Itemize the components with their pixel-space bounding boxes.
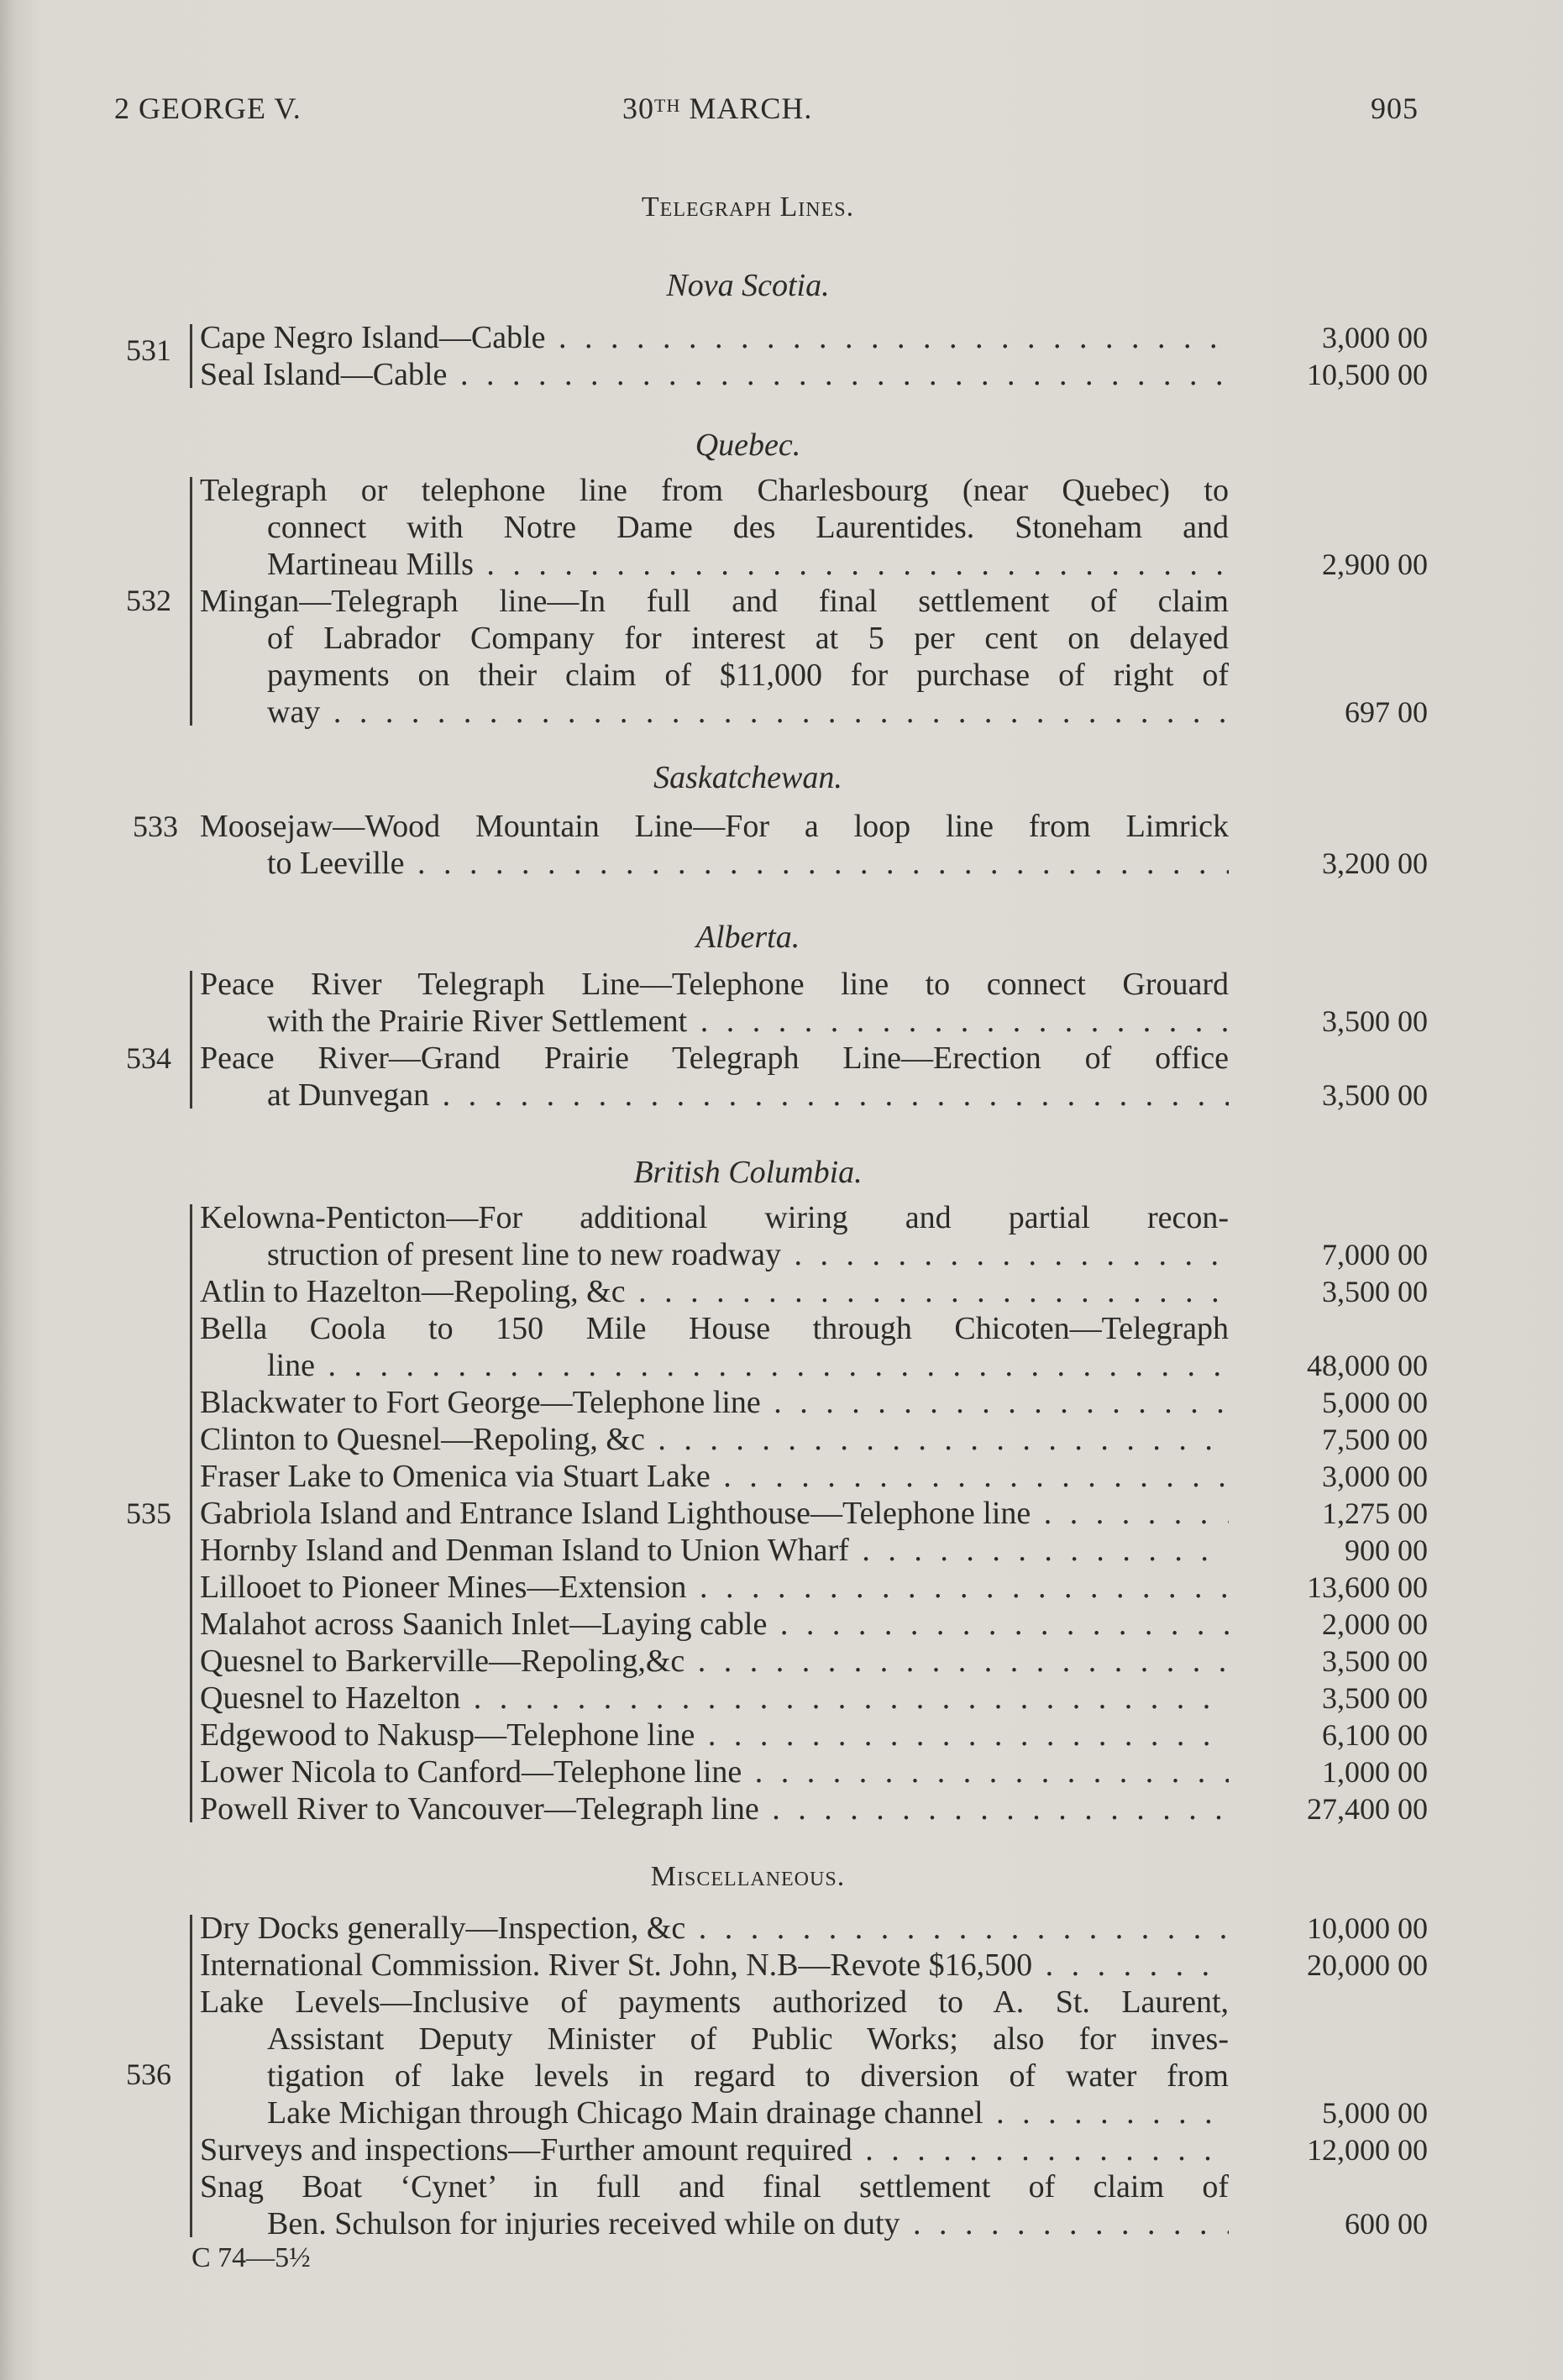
section-heading: Quebec. <box>695 427 801 463</box>
entry-text: Martineau Mills . . . <box>267 546 1229 583</box>
entry-amount: 10,500 00 <box>1307 358 1428 391</box>
entry-amount: 3,500 00 <box>1322 1004 1428 1038</box>
entry-text: tigation of lake levels in regard to diversion of water from <box>267 2058 1229 2094</box>
entry-amount: 3,500 00 <box>1322 1644 1428 1678</box>
entry-text: Moosejaw—Wood Mountain Line—For a loop line from Limrick <box>200 809 1229 844</box>
entry-text: Quesnel to Hazelton . . . <box>200 1680 1229 1717</box>
entry-amount: 20,000 00 <box>1307 1948 1428 1982</box>
entry-text: Peace River Telegraph Line—Telephone line to connect Grouard <box>200 967 1229 1002</box>
item-number: 532 <box>126 584 171 617</box>
entry-text: Fraser Lake to Omenica via Stuart Lake . . . <box>200 1458 1229 1495</box>
entry-text: Hornby Island and Denman Island to Union Wharf . . . <box>200 1532 1229 1569</box>
entry-amount: 3,500 00 <box>1322 1078 1428 1112</box>
entry-text: connect with Notre Dame des Laurentides. Stoneham and <box>267 510 1229 545</box>
entry-amount: 697 00 <box>1345 695 1428 729</box>
item-brace <box>190 1915 192 2237</box>
page-number: 905 <box>1371 92 1419 125</box>
entry-text: Blackwater to Fort George—Telephone line . . . <box>200 1384 1229 1421</box>
entry-amount: 2,900 00 <box>1322 548 1428 581</box>
entry-text: Surveys and inspections—Further amount required . . . <box>200 2131 1229 2168</box>
entry-amount: 1,000 00 <box>1322 1755 1428 1789</box>
entry-amount: 5,000 00 <box>1322 1386 1428 1419</box>
entry-text: Quesnel to Barkerville—Repoling,&c . . . <box>200 1643 1229 1680</box>
entry-text: Lillooet to Pioneer Mines—Extension . . . <box>200 1569 1229 1606</box>
item-number: 531 <box>126 333 171 367</box>
entry-amount: 3,000 00 <box>1322 321 1428 354</box>
entry-amount: 900 00 <box>1345 1533 1428 1567</box>
item-brace <box>190 1204 192 1822</box>
entry-text: Telegraph or telephone line from Charlesbourg (near Quebec) to <box>200 473 1229 508</box>
item-brace <box>190 477 192 726</box>
item-brace <box>190 324 192 388</box>
entry-text: struction of present line to new roadway . . . <box>267 1236 1229 1273</box>
entry-amount: 5,000 00 <box>1322 2096 1428 2130</box>
entry-text: Bella Coola to 150 Mile House through Chicoten—Telegraph <box>200 1311 1229 1346</box>
header-left: 2 GEORGE V. <box>114 92 302 125</box>
entry-text: Lake Levels—Inclusive of payments authorized to A. St. Laurent, <box>200 1984 1229 2020</box>
entry-text: Gabriola Island and Entrance Island Lighthouse—Telephone line . . . <box>200 1495 1229 1532</box>
entry-text: Malahot across Saanich Inlet—Laying cable . . . <box>200 1606 1229 1643</box>
entry-text: Clinton to Quesnel—Repoling, &c . . . <box>200 1421 1229 1458</box>
section-heading: Nova Scotia. <box>666 268 830 303</box>
entry-amount: 2,000 00 <box>1322 1607 1428 1641</box>
item-number: 536 <box>126 2058 171 2091</box>
entry-amount: 13,600 00 <box>1307 1570 1428 1604</box>
entry-text: Lake Michigan through Chicago Main drainage channel . . . <box>267 2094 1229 2131</box>
entry-text: Peace River—Grand Prairie Telegraph Line—Erection of office <box>200 1041 1229 1076</box>
entry-text: payments on their claim of $11,000 for purchase of right of <box>267 658 1229 693</box>
entry-text: of Labrador Company for interest at 5 per cent on delayed <box>267 621 1229 656</box>
entry-text: Seal Island—Cable . . . <box>200 356 1229 393</box>
entry-amount: 1,275 00 <box>1322 1497 1428 1530</box>
entry-amount: 3,000 00 <box>1322 1460 1428 1493</box>
entry-text: Cape Negro Island—Cable . . . <box>200 319 1229 356</box>
entry-amount: 3,500 00 <box>1322 1275 1428 1308</box>
entry-amount: 3,500 00 <box>1322 1681 1428 1715</box>
entry-amount: 3,200 00 <box>1322 847 1428 880</box>
entry-text: Mingan—Telegraph line—In full and final settlement of claim <box>200 584 1229 619</box>
entry-text: line . . . <box>267 1347 1229 1384</box>
running-header <box>114 91 1424 133</box>
entry-text: International Commission. River St. John, N.B—Revote $16,500 . . . <box>200 1947 1229 1984</box>
section-heading: British Columbia. <box>633 1155 863 1190</box>
entry-amount: 27,400 00 <box>1307 1792 1428 1826</box>
section-heading: Miscellaneous. <box>650 1861 846 1892</box>
entry-text: Dry Docks generally—Inspection, &c . . . <box>200 1910 1229 1947</box>
item-number: 534 <box>126 1041 171 1075</box>
entry-text: way . . . <box>267 694 1229 731</box>
entry-text: Ben. Schulson for injuries received while on duty . . . <box>267 2205 1229 2242</box>
entry-amount: 7,500 00 <box>1322 1423 1428 1456</box>
footer-signature: C 74—5½ <box>191 2242 311 2273</box>
entry-amount: 12,000 00 <box>1307 2133 1428 2167</box>
entry-text: Powell River to Vancouver—Telegraph line . . . <box>200 1790 1229 1827</box>
entry-text: Lower Nicola to Canford—Telephone line . . . <box>200 1754 1229 1790</box>
header-date: 30TH MARCH. <box>622 92 813 125</box>
entry-text: Assistant Deputy Minister of Public Works; also for inves- <box>267 2021 1229 2057</box>
entry-text: to Leeville . . . <box>267 845 1229 882</box>
entry-amount: 48,000 00 <box>1307 1349 1428 1382</box>
entry-text: Snag Boat ‘Cynet’ in full and final settlement of claim of <box>200 2169 1229 2204</box>
entry-amount: 6,100 00 <box>1322 1718 1428 1752</box>
item-brace <box>190 971 192 1109</box>
entry-text: Edgewood to Nakusp—Telephone line . . . <box>200 1717 1229 1754</box>
entry-amount: 7,000 00 <box>1322 1238 1428 1271</box>
section-heading: Saskatchewan. <box>653 760 842 795</box>
item-number: 535 <box>126 1497 171 1530</box>
section-heading: Alberta. <box>695 920 800 955</box>
entry-text: at Dunvegan . . . <box>267 1077 1229 1114</box>
entry-amount: 10,000 00 <box>1307 1911 1428 1945</box>
entry-text: Kelowna-Penticton—For additional wiring and partial recon- <box>200 1200 1229 1235</box>
entry-text: with the Prairie River Settlement . . . <box>267 1003 1229 1040</box>
item-number: 533 <box>133 810 178 843</box>
page-title: Telegraph Lines. <box>641 191 855 223</box>
entry-text: Atlin to Hazelton—Repoling, &c . . . <box>200 1273 1229 1310</box>
entry-amount: 600 00 <box>1345 2207 1428 2241</box>
